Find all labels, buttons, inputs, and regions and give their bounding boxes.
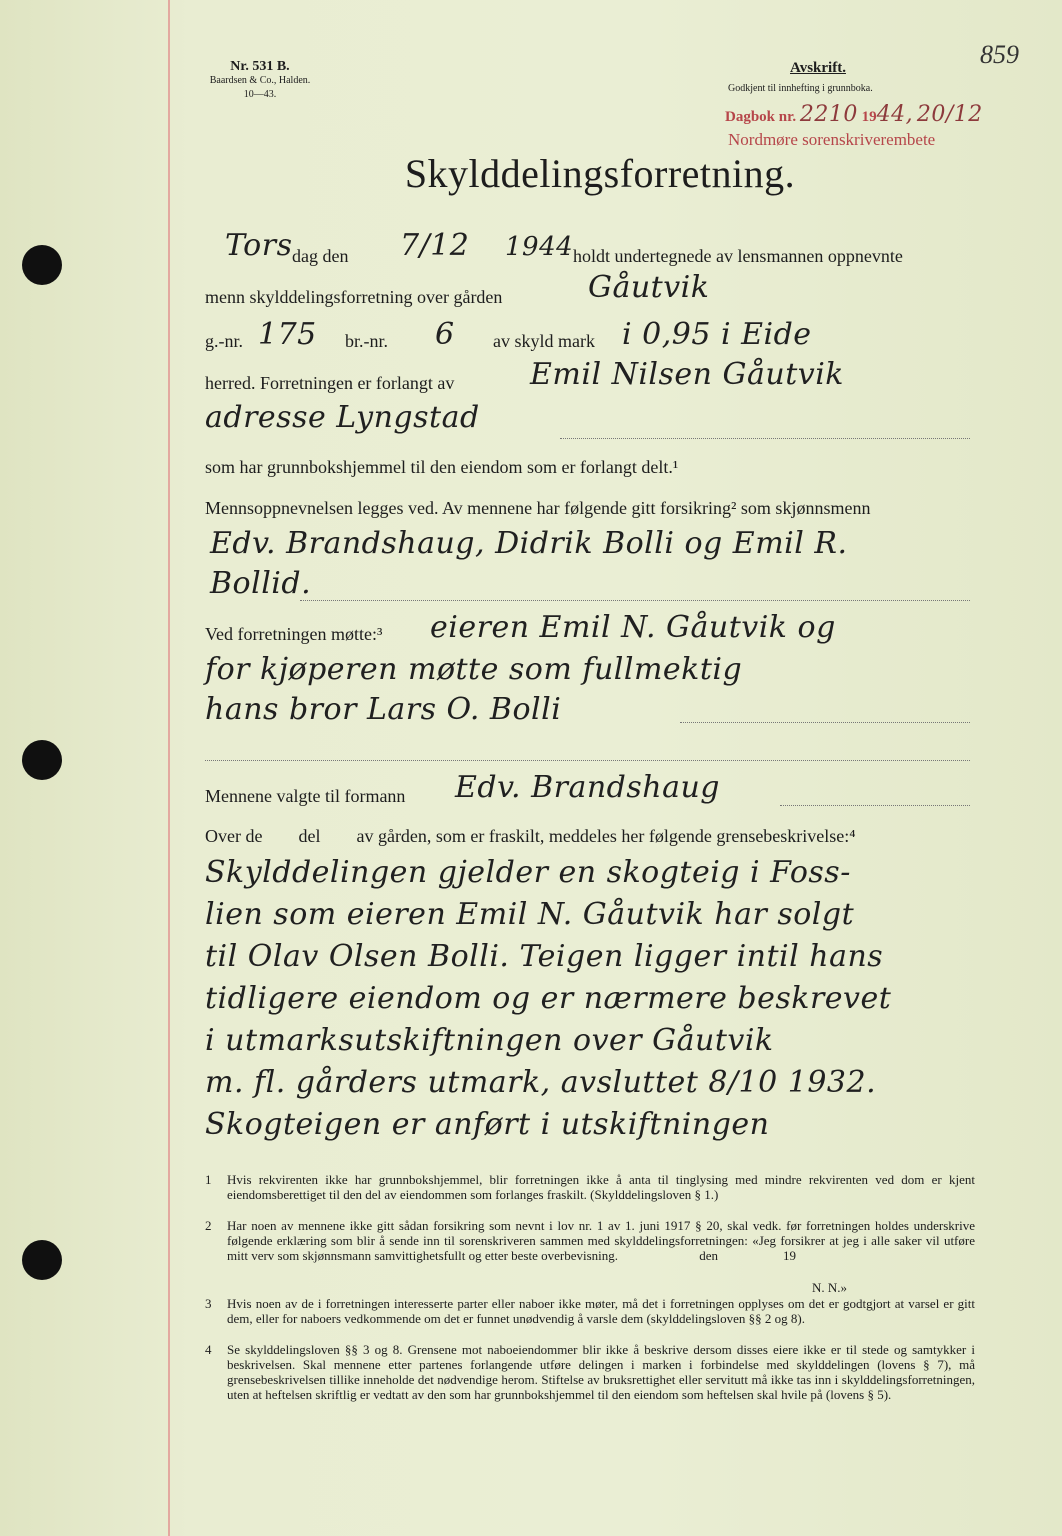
requester-handwritten: Emil Nilsen Gåutvik (530, 357, 844, 392)
mote-handwritten-2: for kjøperen møtte som fullmektig (205, 652, 743, 687)
stamp-dagbok-label: Dagbok nr. (725, 109, 797, 125)
printer-name: Baardsen & Co., Halden. (209, 75, 311, 86)
footnote-number: 3 (205, 1296, 212, 1311)
footnote-number: 1 (205, 1172, 212, 1187)
description-line: i utmarksutskiftningen over Gåutvik (205, 1023, 774, 1058)
punch-hole (22, 1240, 62, 1280)
mote-handwritten-1: eieren Emil N. Gåutvik og (430, 610, 836, 645)
stamp-dagbok-value: 2210 (799, 102, 858, 127)
punch-hole (22, 245, 62, 285)
avskrift-label: Avskrift. (790, 60, 846, 76)
footnote (205, 1296, 975, 1326)
description-line: tidligere eiendom og er nærmere beskrevet (205, 981, 892, 1016)
formann-label: Mennene valgte til formann (205, 786, 406, 806)
herred-label: herred. Forretningen er forlangt av (205, 373, 455, 393)
document-title: Skylddelingsforretning. (404, 151, 796, 196)
dotted-line (300, 600, 970, 601)
form-number-block (205, 60, 315, 102)
farm-handwritten: Gåutvik (588, 270, 710, 305)
brnr-label: br.-nr. (345, 331, 388, 351)
footnote-text: Se skylddelingsloven §§ 3 og 8. Grensene mot naboeiendommer blir ikke å beskrive dersom disses eiere ikke er til stede og samtykker i beskrivelsen. Skal mennene etter partenes forlangende utføre delingen i marken i forbindelse med skylddelingen (lovens § 7), må grensebeskrivelsen tillike inneholde det nødvendige herom. Stiftelse av bruksrettighet eller servitutt må ikke tas inn i skylddelingsforretningen, uten at heftelsen skriftlig er vedtatt av den som har grunnbokshjemmel til den eiendom som heftelsen skal hvile på (lovens § 5). (227, 1342, 975, 1402)
dag-den-label: dag den (292, 246, 349, 266)
print-date: 10—43. (243, 89, 277, 100)
oppnevnelse-label: Mennsoppnevnelsen legges ved. Av mennene har følgende gitt forsikring² som skjønnsmenn (205, 498, 871, 518)
mote-label: Ved forretningen møtte:³ (205, 624, 383, 644)
godkjent-label: Godkjent til innhefting i grunnboka. (728, 83, 873, 94)
skyld-handwritten: i 0,95 i Eide (622, 317, 812, 352)
formann-handwritten: Edv. Brandshaug (455, 770, 720, 805)
grunnbok-label: som har grunnbokshjemmel til den eiendom som er forlangt delt.¹ (205, 457, 679, 477)
dotted-line (560, 438, 970, 439)
menn-label: menn skylddelingsforretning over gården (205, 287, 503, 307)
footnote-number: 2 (205, 1218, 212, 1233)
men-handwritten-1: Edv. Brandshaug, Didrik Bolli og Emil R. (210, 526, 848, 561)
description-line: til Olav Olsen Bolli. Teigen ligger intil hans (205, 939, 884, 974)
dotted-line (680, 722, 970, 723)
footnote-text: Har noen av mennene ikke gitt sådan forsikring som nevnt i lov nr. 1 av 1. juni 1917 § 20, skal vedk. før forretningen holdes underskrive følgende erklæring som blir å sende inn til sorenskriveren sammen med skylddelingsforretningen: «Jeg forsikrer at jeg i alle saker vil utføre mitt verv som skjønnsmann samvittighetsfullt og etter beste overbevisning. den 19 (227, 1218, 979, 1263)
footnote-text: Hvis noen av de i forretningen interesserte parter eller naboer ikke møter, må det i forretningen opplyses om det er godtgjort at varsel er gitt dem, eller for naboers vedkommende om det er funnet unødvendig å varsle dem (skylddelingsloven §§ 2 og 8). (227, 1296, 975, 1326)
stamp-date-value: 20/12 (916, 102, 983, 127)
date-handwritten: 7/12 (400, 228, 470, 263)
office-stamp: Nordmøre sorenskriverembete (728, 130, 936, 149)
description-line: Skylddelingen gjelder en skogteig i Foss- (205, 855, 851, 890)
year-handwritten: 1944 (505, 232, 574, 262)
stamp-year-value: 44, (876, 102, 914, 127)
footnote (205, 1218, 979, 1263)
dotted-line (780, 805, 970, 806)
footnote (205, 1172, 975, 1202)
holdt-label: holdt undertegnede av lensmannen oppnevnte (573, 246, 903, 266)
footnote (205, 1342, 975, 1402)
gnr-label: g.-nr. (205, 331, 243, 351)
dagbok-stamp (725, 102, 983, 127)
footnote-text: Hvis rekvirenten ikke har grunnbokshjemmel, blir forretningen ikke å anta til tinglysing med mindre rekvirenten ved dom er kjent eiendomsberettiget til den del av eiendommen som forlanges fraskilt. (Skylddelingsloven § 1.) (227, 1172, 975, 1202)
skyld-label: av skyld mark (493, 331, 595, 351)
form-number: Nr. 531 B. (230, 59, 290, 74)
footnote-number: 4 (205, 1342, 212, 1357)
gnr-handwritten: 175 (258, 317, 317, 352)
page-number: 859 (980, 40, 1019, 69)
margin-line (168, 0, 170, 1536)
over-label: Over de del av gården, som er fraskilt, meddeles her følgende grensebeskrivelse:⁴ (205, 826, 856, 846)
description-line: Skogteigen er anført i utskiftningen (205, 1107, 770, 1142)
day-handwritten: Tors (225, 228, 293, 263)
footnote-signature (790, 1280, 890, 1295)
stamp-year-label: 19 (861, 109, 877, 125)
brnr-handwritten: 6 (435, 317, 455, 352)
mote-handwritten-3: hans bror Lars O. Bolli (205, 692, 562, 727)
address-handwritten: adresse Lyngstad (205, 400, 480, 435)
men-handwritten-2: Bollid. (210, 566, 312, 601)
footnote-text: N. N.» (812, 1280, 848, 1295)
punch-hole (22, 740, 62, 780)
dotted-line (205, 760, 970, 761)
description-line: m. fl. gårders utmark, avsluttet 8/10 1932. (205, 1065, 877, 1100)
description-line: lien som eieren Emil N. Gåutvik har solgt (205, 897, 855, 932)
